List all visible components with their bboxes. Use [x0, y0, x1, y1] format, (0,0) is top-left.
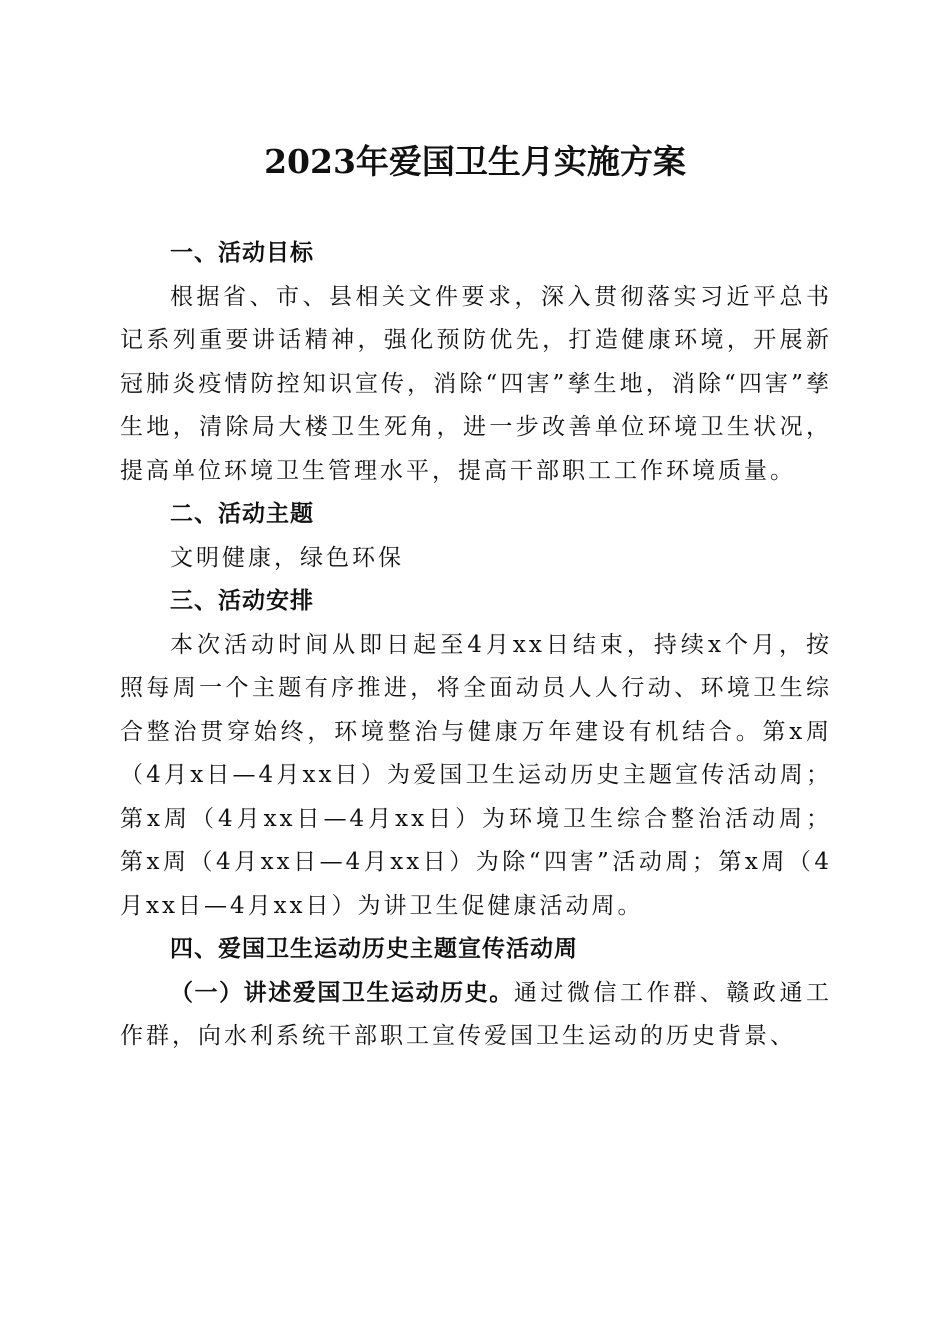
section-heading-goals: 一、活动目标 — [170, 240, 314, 266]
section-heading-theme: 二、活动主题 — [170, 501, 314, 527]
section-heading-schedule: 三、活动安排 — [170, 588, 314, 614]
document-body — [120, 232, 832, 1059]
document-title: 2023年爱国卫生月实施方案 — [264, 142, 686, 181]
subsection-lead-history: （一）讲述爱国卫生运动历史。 — [170, 979, 514, 1006]
section-paragraph-history-week — [120, 972, 832, 1059]
subsection-text-history: 通过微信工作群、赣政通工作群，向水利系统干部职工宣传爱国卫生运动的历史背景、 — [120, 979, 833, 1049]
section-heading-history-week: 四、爱国卫生运动历史主题宣传活动周 — [170, 936, 578, 962]
section-paragraph-goals: 根据省、市、县相关文件要求，深入贯彻落实习近平总书记系列重要讲话精神，强化预防优先，打造健康环境，开展新冠肺炎疫情防控知识宣传，消除“四害”孳生地，消除“四害”孳生地，清除局大楼卫生死角，进一步改善单位环境卫生状况，提高单位环境卫生管理水平，提高干部职工工作环境质量。 — [120, 283, 832, 484]
section-paragraph-theme: 文明健康，绿色环保 — [170, 544, 404, 571]
section-paragraph-schedule: 本次活动时间从即日起至4月xx日结束，持续x个月，按照每周一个主题有序推进，将全面动员人人行动、环境卫生综合整治贯穿始终，环境整治与健康万年建设有机结合。第x周（4月x日—4月xx日）为爱国卫生运动历史主题宣传活动周；第x周（4月xx日—4月xx日）为环境卫生综合整治活动周；第x周（4月xx日—4月xx日）为除“四害”活动周；第x周（4月xx日—4月xx日）为讲卫生促健康活动周。 — [120, 631, 832, 919]
